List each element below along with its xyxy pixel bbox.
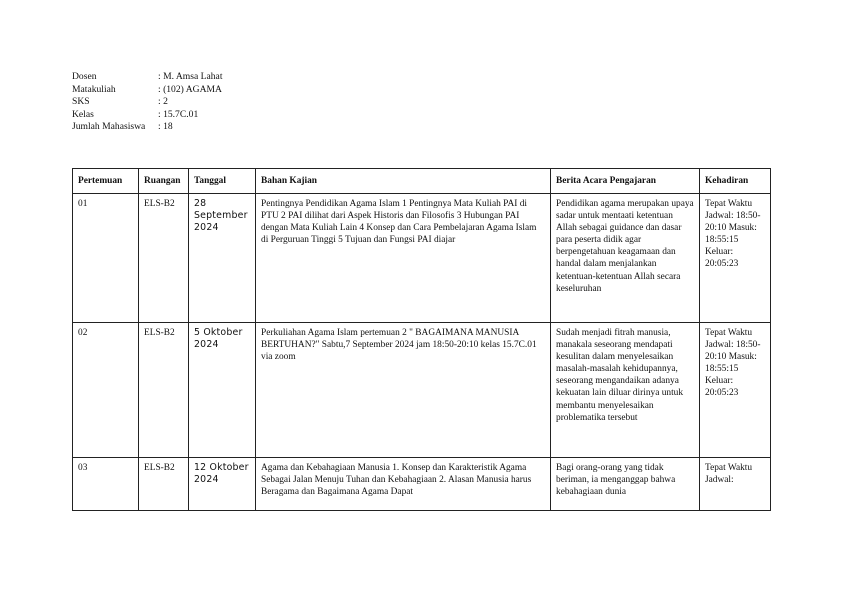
- cell-tanggal: 28 September 2024: [189, 194, 256, 323]
- header-bahan-kajian: Bahan Kajian: [256, 169, 551, 194]
- header-kehadiran: Kehadiran: [700, 169, 771, 194]
- meta-label: Dosen: [72, 71, 97, 82]
- cell-bahan-kajian: Agama dan Kebahagiaan Manusia 1. Konsep dan Karakteristik Agama Sebagai Jalan Menuju Tuhan dan Kebahagiaan 2. Alasan Manusia harus Beragama dan Bagaimana Agama Dapat: [256, 458, 551, 511]
- table-row: [73, 194, 771, 323]
- meta-value: : 15.7C.01: [158, 108, 199, 120]
- meta-row-dosen: [72, 71, 222, 84]
- cell-tanggal: 12 Oktober 2024: [189, 458, 256, 511]
- cell-pertemuan: 01: [73, 194, 139, 323]
- cell-berita-acara: Bagi orang-orang yang tidak beriman, ia menganggap bahwa kebahagiaan dunia: [551, 458, 700, 511]
- meta-row-kelas: [72, 109, 222, 122]
- meta-label: SKS: [72, 96, 90, 108]
- cell-berita-acara: Sudah menjadi fitrah manusia, manakala seseorang mendapati kesulitan dalam menyelesaikan masalah-masalah kehidupannya, seseorang mengandaikan adanya kekuatan lain diluar dirinya untuk membantu menyelesaikan problematika tersebut: [551, 323, 700, 458]
- teaching-journal-table: [72, 168, 771, 511]
- table-row: [73, 323, 771, 458]
- cell-tanggal: 5 Oktober 2024: [189, 323, 256, 458]
- header-pertemuan: Pertemuan: [73, 169, 139, 194]
- meta-row-sks: [72, 96, 222, 109]
- cell-bahan-kajian: Perkuliahan Agama Islam pertemuan 2 " BAGAIMANA MANUSIA BERTUHAN?" Sabtu,7 September 2024 jam 18:50-20:10 kelas 15.7C.01 via zoom: [256, 323, 551, 458]
- meta-row-matakuliah: [72, 84, 222, 97]
- table-row: [73, 458, 771, 511]
- cell-kehadiran: Tepat Waktu Jadwal:: [700, 458, 771, 511]
- meta-value: : 2: [158, 96, 168, 108]
- meta-value: : M. Amsa Lahat: [158, 71, 223, 82]
- course-info: [72, 71, 222, 134]
- header-tanggal: Tanggal: [189, 169, 256, 194]
- meta-value: : (102) AGAMA: [158, 83, 222, 95]
- cell-pertemuan: 02: [73, 323, 139, 458]
- cell-berita-acara: Pendidikan agama merupakan upaya sadar untuk mentaati ketentuan Allah sebagai guidance dan dasar para peserta didik agar berpengetahuan keagamaan dan handal dalam menjalankan ketentuan-ketentuan Allah secara keseluruhan: [551, 194, 700, 323]
- header-ruangan: Ruangan: [139, 169, 189, 194]
- cell-kehadiran: Tepat Waktu Jadwal: 18:50-20:10 Masuk: 18:55:15 Keluar: 20:05:23: [700, 194, 771, 323]
- cell-ruangan: ELS-B2: [139, 323, 189, 458]
- meta-value: : 18: [158, 121, 173, 133]
- header-berita-acara: Berita Acara Pengajaran: [551, 169, 700, 194]
- meta-row-jumlah-mahasiswa: [72, 121, 222, 134]
- cell-pertemuan: 03: [73, 458, 139, 511]
- meta-label: Matakuliah: [72, 83, 116, 95]
- table-header-row: [73, 169, 771, 194]
- meta-label: Kelas: [72, 108, 94, 120]
- cell-ruangan: ELS-B2: [139, 458, 189, 511]
- cell-bahan-kajian: Pentingnya Pendidikan Agama Islam 1 Pentingnya Mata Kuliah PAI di PTU 2 PAI dilihat dari Aspek Historis dan Filosofis 3 Hubungan PAI dengan Mata Kuliah Lain 4 Konsep dan Cara Pembelajaran Agama Islam di Perguruan Tinggi 5 Tujuan dan Fungsi PAI diajar: [256, 194, 551, 323]
- cell-kehadiran: Tepat Waktu Jadwal: 18:50-20:10 Masuk: 18:55:15 Keluar: 20:05:23: [700, 323, 771, 458]
- cell-ruangan: ELS-B2: [139, 194, 189, 323]
- meta-label: Jumlah Mahasiswa: [72, 121, 146, 133]
